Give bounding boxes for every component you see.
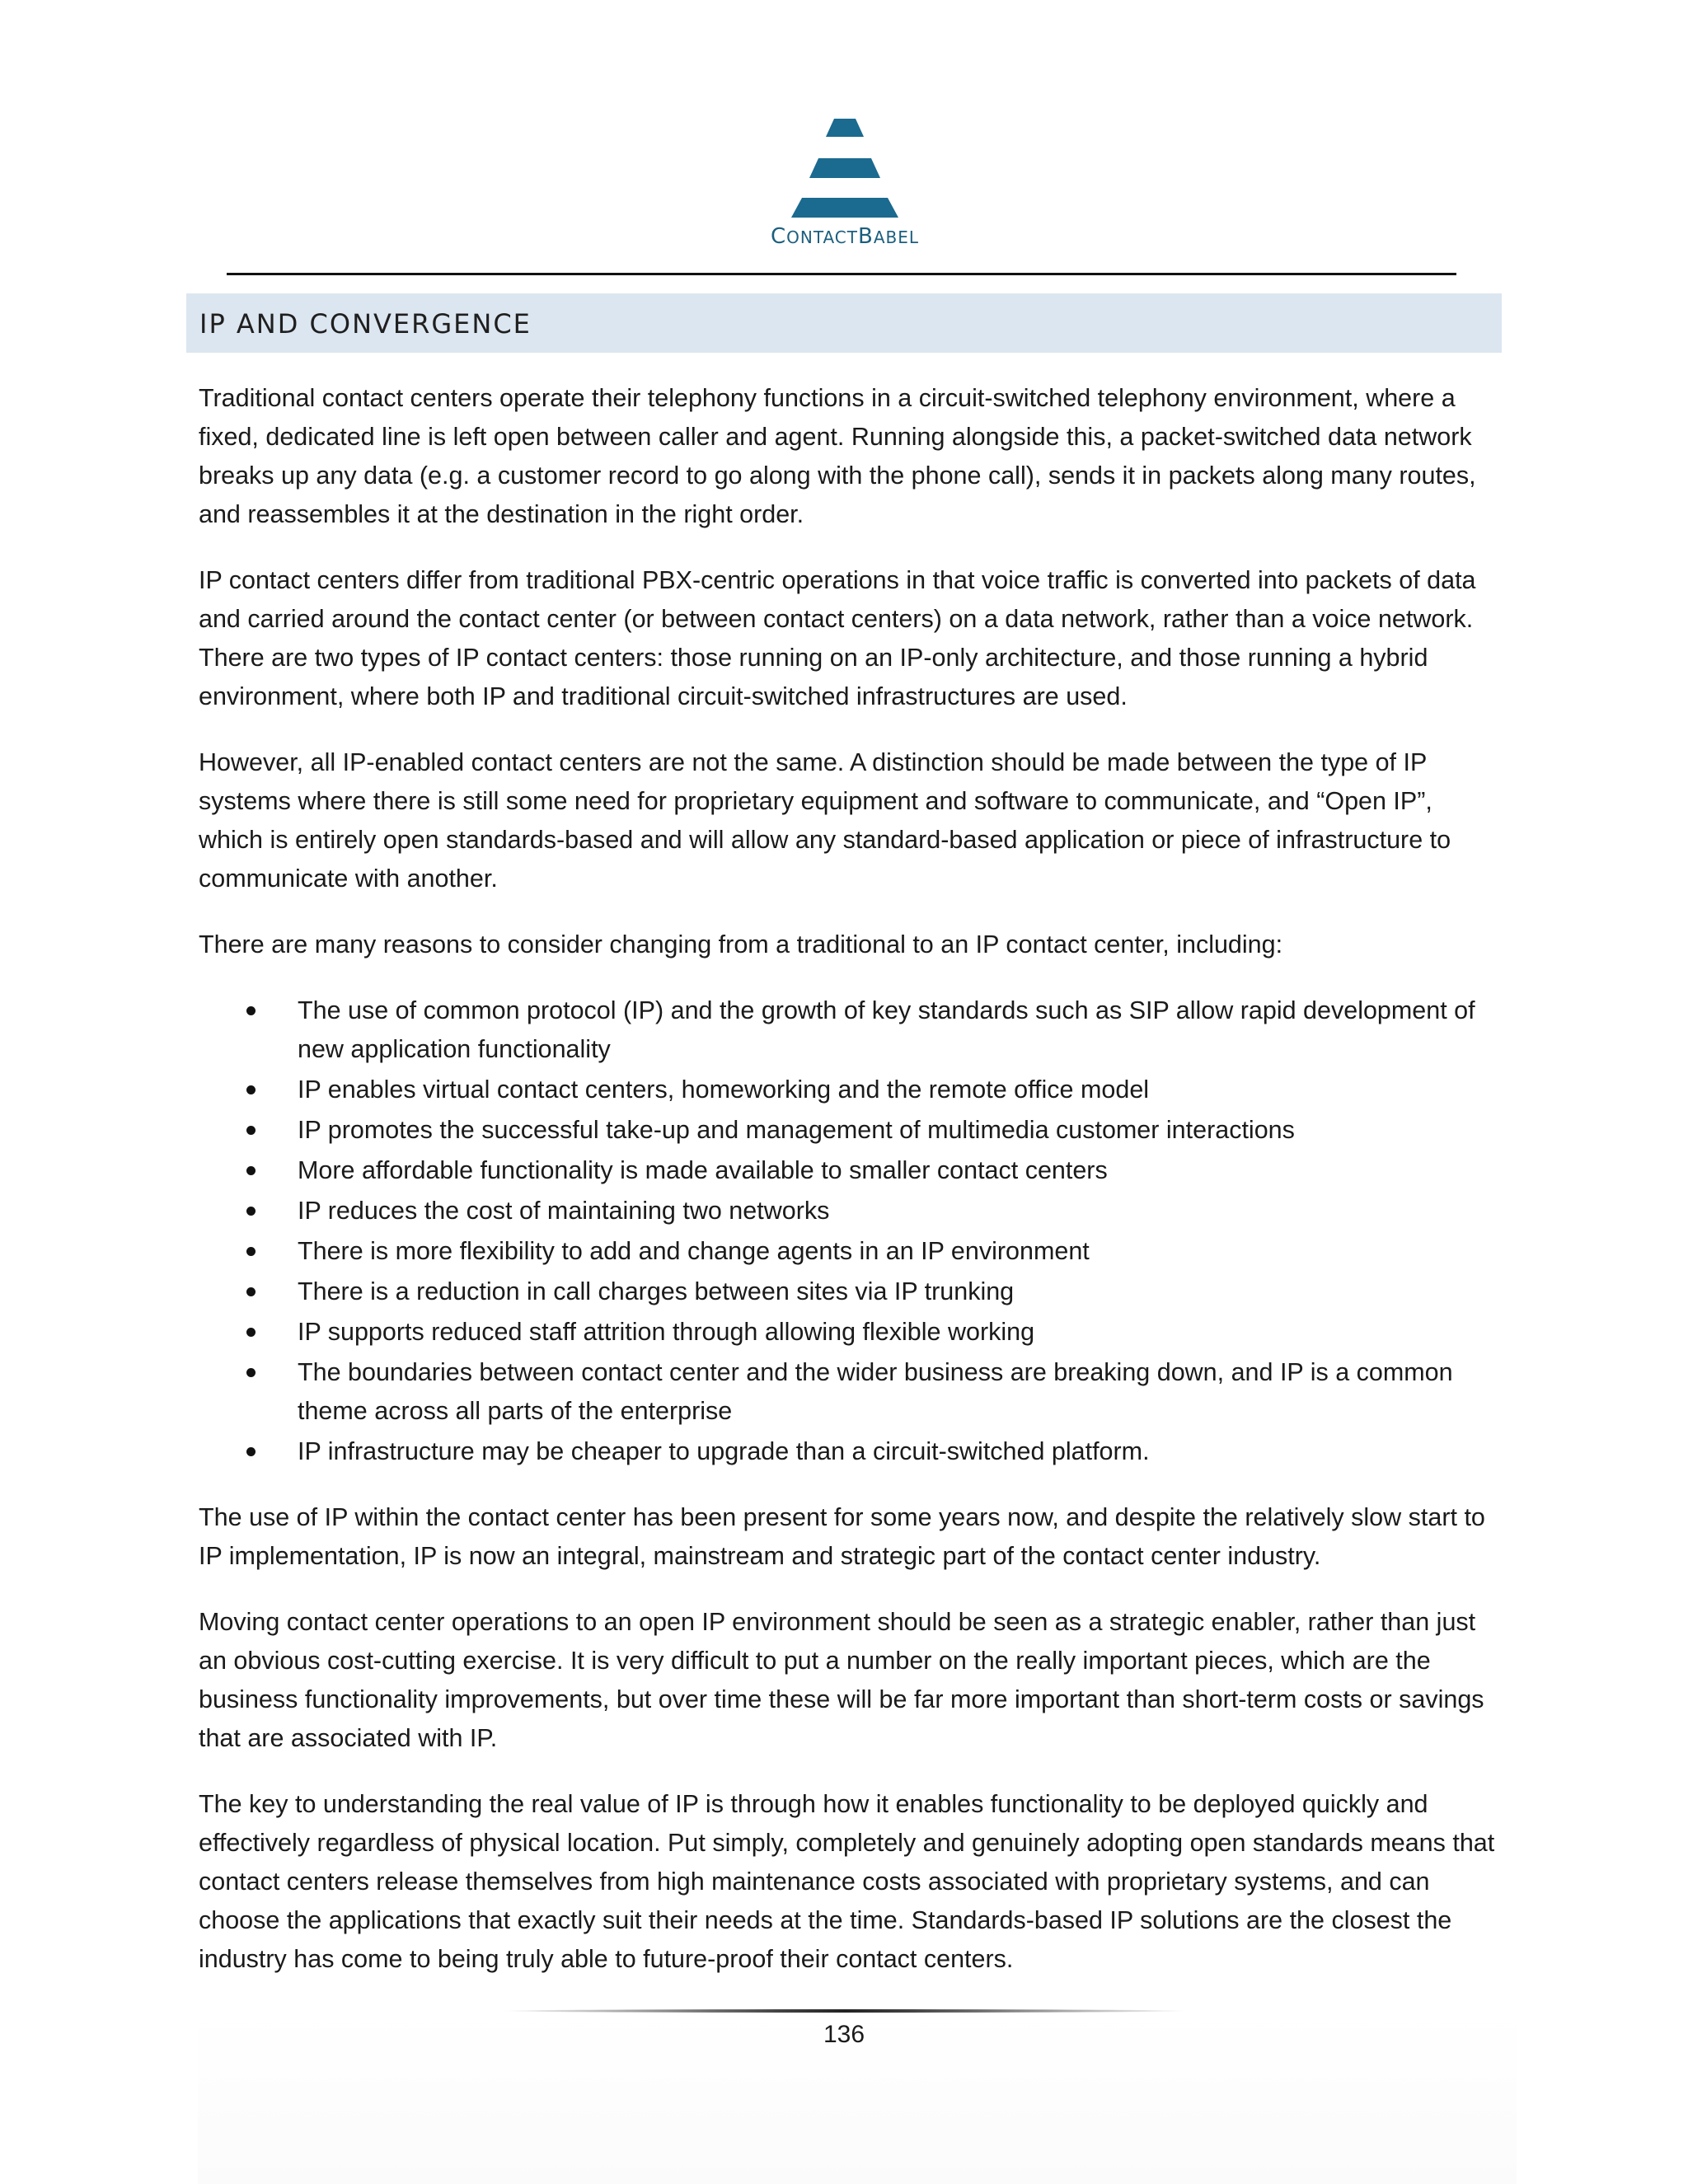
- footer-divider: [503, 2009, 1187, 2013]
- paragraph: The key to understanding the real value of IP is through how it enables functionality to be deployed quickly and effectively regardless of physical location. Put simply, completely and genuinely adopting open standards means that contact centers release themselves from high maintenance costs associated with proprietary systems, and can choose the applications that exactly suit their needs at the time. Standards-based IP solutions are the closest the industry has come to being truly able to future-proof their contact centers.: [199, 1790, 1495, 1973]
- paragraph: The use of IP within the contact center has been present for some years now, and despite the relatively slow start to IP implementation, IP is now an integral, mainstream and strategic part of the contact center industry.: [199, 1503, 1485, 1570]
- page-number: 136: [823, 2021, 865, 2048]
- header-divider: [227, 273, 1456, 275]
- bullet-icon: [246, 1126, 256, 1135]
- list-item-text: There is a reduction in call charges between sites via IP trunking: [298, 1277, 1015, 1305]
- list-item: [199, 1232, 1501, 1271]
- bullet-icon: [246, 1207, 256, 1216]
- list-item-text: IP reduces the cost of maintaining two networks: [298, 1197, 830, 1225]
- section-heading-bar: [186, 293, 1502, 353]
- reasons-bullet-list: [199, 991, 1501, 1471]
- bullet-icon: [246, 1085, 256, 1094]
- list-item: [199, 991, 1501, 1069]
- list-item-text: IP supports reduced staff attrition through allowing flexible working: [298, 1318, 1035, 1346]
- paragraph: However, all IP-enabled contact centers are not the same. A distinction should be made between the type of IP systems where there is still some need for proprietary equipment and software to communicate, and “Open IP”, which is entirely open standards-based and will allow any standard-based application or piece of infrastructure to communicate with another.: [199, 748, 1451, 893]
- section-title: IP AND CONVERGENCE: [199, 308, 532, 340]
- paragraph: Traditional contact centers operate their telephony functions in a circuit-switched telephony environment, where a fixed, dedicated line is left open between caller and agent. Running alongside this, a packet-switched data network breaks up any data (e.g. a customer record to go along with the phone call), sends it in packets along many routes, and reassembles it at the destination in the right order.: [199, 384, 1476, 528]
- logo-top-step: [826, 119, 864, 137]
- bullet-icon: [246, 1368, 256, 1377]
- document-body: [199, 379, 1501, 2006]
- list-item: [199, 1151, 1501, 1190]
- company-logo: [742, 115, 948, 255]
- list-item: [199, 1111, 1501, 1150]
- logo-bottom-step: [791, 198, 898, 218]
- bullet-icon: [246, 1447, 256, 1456]
- paragraph: Moving contact center operations to an open IP environment should be seen as a strategic enabler, rather than just an obvious cost-cutting exercise. It is very difficult to put a number on the really important pieces, which are the business functionality improvements, but over time these will be far more important than short-term costs or savings that are associated with IP.: [199, 1608, 1484, 1752]
- list-item-text: IP promotes the successful take-up and management of multimedia customer interactions: [298, 1116, 1295, 1144]
- paragraph: IP contact centers differ from traditional PBX-centric operations in that voice traffic is converted into packets of data and carried around the contact center (or between contact centers) on a data network, rather than a voice network. There are two types of IP contact centers: those running on an IP-only architecture, and those running a hybrid environment, where both IP and traditional circuit-switched infrastructures are used.: [199, 566, 1476, 710]
- bullet-icon: [246, 1328, 256, 1337]
- bullet-icon: [246, 1166, 256, 1175]
- bullet-icon: [246, 1006, 256, 1015]
- list-item-text: IP infrastructure may be cheaper to upgrade than a circuit-switched platform.: [298, 1437, 1150, 1465]
- bullet-icon: [246, 1287, 256, 1296]
- logo-wordmark: CONTACTBABEL: [770, 224, 920, 249]
- list-item-text: The use of common protocol (IP) and the growth of key standards such as SIP allow rapid development of new application functionality: [298, 996, 1475, 1063]
- list-item: [199, 1272, 1501, 1311]
- list-item: [199, 1071, 1501, 1109]
- list-item-text: The boundaries between contact center and the wider business are breaking down, and IP is a common theme across all parts of the enterprise: [298, 1358, 1453, 1425]
- paragraph: There are many reasons to consider changing from a traditional to an IP contact center, including:: [199, 930, 1283, 958]
- stepped-pyramid-logo-icon: [742, 115, 948, 223]
- logo-middle-step: [809, 158, 880, 178]
- list-item-text: More affordable functionality is made available to smaller contact centers: [298, 1156, 1108, 1184]
- list-item: [199, 1192, 1501, 1230]
- list-item-text: IP enables virtual contact centers, homeworking and the remote office model: [298, 1076, 1150, 1104]
- list-item: [199, 1313, 1501, 1352]
- bullet-icon: [246, 1247, 256, 1256]
- list-item: [199, 1353, 1501, 1431]
- list-item: [199, 1432, 1501, 1471]
- list-item-text: There is more flexibility to add and change agents in an IP environment: [298, 1237, 1090, 1265]
